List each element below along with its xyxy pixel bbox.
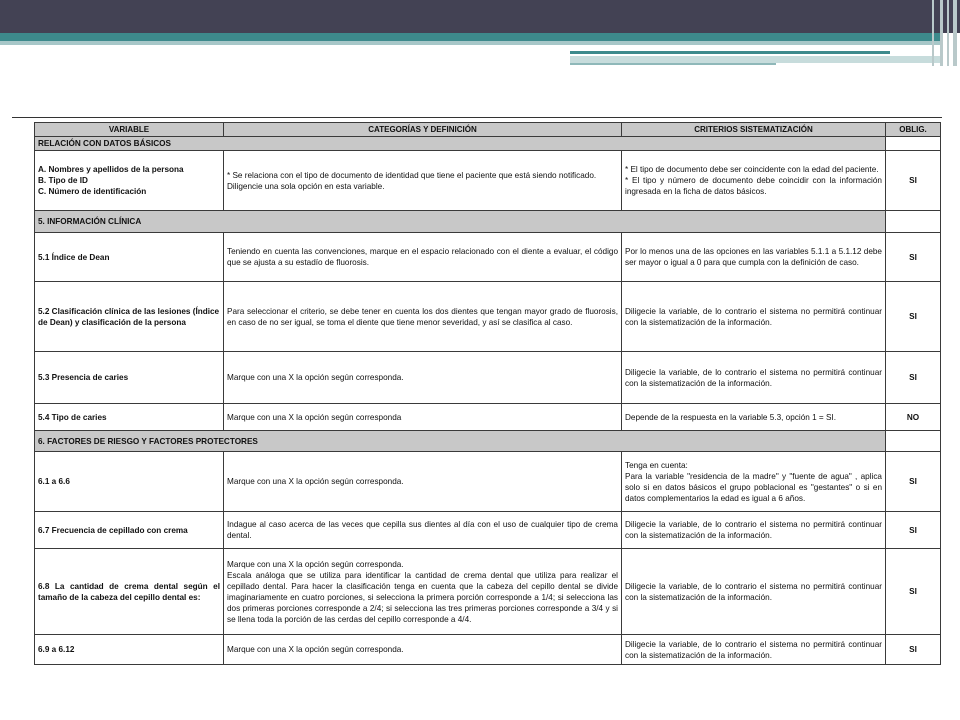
criteria-line: Tenga en cuenta: [625, 460, 688, 470]
category-cell: Para seleccionar el criterio, se debe tener en cuenta los dos dientes que tengan mayor grado de fluorosis, en caso de no ser igual, se toma el diente que tiene menor severidad, y así se clasifica al caso. [224, 282, 622, 352]
decorative-line [570, 56, 940, 63]
variable-cell: 6.7 Frecuencia de cepillado con crema [35, 512, 224, 549]
table-row [35, 404, 941, 431]
header-variable: VARIABLE [35, 123, 224, 137]
category-cell: Marque con una X la opción según corresponda [224, 404, 622, 431]
decorative-vertical-line [953, 0, 957, 66]
oblig-cell: SI [886, 512, 941, 549]
table-top-rule [12, 117, 942, 118]
variable-cell: 5.1 Índice de Dean [35, 233, 224, 282]
decorative-vertical-line [940, 0, 943, 66]
variable-cell: 6.1 a 6.6 [35, 452, 224, 512]
table-row [35, 352, 941, 404]
category-line: * Se relaciona con el tipo de documento de identidad que tiene el paciente que está siendo notificado. [227, 170, 597, 180]
section-title: 5. INFORMACIÓN CLÍNICA [35, 211, 886, 233]
table-row [35, 549, 941, 635]
table-row [35, 151, 941, 211]
oblig-cell: SI [886, 549, 941, 635]
header-oblig: OBLIG. [886, 123, 941, 137]
criteria-cell: Diligecie la variable, de lo contrario el sistema no permitirá continuar con la sistematización de la información. [622, 282, 886, 352]
decorative-vertical-line [932, 0, 934, 66]
oblig-cell: NO [886, 404, 941, 431]
oblig-cell: SI [886, 151, 941, 211]
variable-cell: 5.4 Tipo de caries [35, 404, 224, 431]
category-line: Marque con una X la opción según corresponda. [227, 559, 404, 569]
section-title: RELACIÓN CON DATOS BÁSICOS [35, 137, 886, 151]
criteria-cell [622, 452, 886, 512]
section-row [35, 211, 941, 233]
category-cell: Indague al caso acerca de las veces que cepilla sus dientes al día con el uso de cualquier tipo de crema dental. [224, 512, 622, 549]
category-cell: Marque con una X la opción según corresponda. [224, 635, 622, 665]
section-oblig-cell [886, 137, 941, 151]
section-row [35, 137, 941, 151]
criteria-line: Para la variable "residencia de la madre" y "fuente de agua" , aplica solo si en datos básicos el grupo poblacional es "gestantes" o si en datos complementarios la edad es igual a 6 años. [625, 471, 882, 503]
decorative-line [570, 51, 890, 54]
variable-line: C. Número de identificación [38, 187, 147, 196]
category-cell: Marque con una X la opción según corresponda. [224, 352, 622, 404]
criteria-cell: Depende de la respuesta en la variable 5.3, opción 1 = SI. [622, 404, 886, 431]
header-criterios: CRITERIOS SISTEMATIZACIÓN [622, 123, 886, 137]
section-oblig-cell [886, 211, 941, 233]
category-cell: Marque con una X la opción según corresponda. [224, 452, 622, 512]
criteria-line: * El tipo y número de documento debe coincidir con la información ingresada en la ficha de datos básicos. [625, 176, 882, 196]
decorative-line [570, 63, 776, 65]
oblig-cell: SI [886, 352, 941, 404]
criteria-cell: Diligecie la variable, de lo contrario el sistema no permitirá continuar con la sistematización de la información. [622, 352, 886, 404]
table-row [35, 452, 941, 512]
table-row [35, 282, 941, 352]
variable-cell: 6.9 a 6.12 [35, 635, 224, 665]
top-title-bar [0, 0, 960, 33]
variables-table [34, 122, 941, 665]
oblig-cell: SI [886, 233, 941, 282]
category-cell [224, 151, 622, 211]
variable-cell: 6.8 La cantidad de crema dental según el tamaño de la cabeza del cepillo dental es: [35, 549, 224, 635]
decorative-band-light [0, 41, 940, 45]
variable-cell: 5.2 Clasificación clínica de las lesiones (Índice de Dean) y clasificación de la persona [35, 282, 224, 352]
table-row [35, 512, 941, 549]
category-cell [224, 549, 622, 635]
criteria-line: * El tipo de documento debe ser coincidente con la edad del paciente. [625, 165, 879, 174]
category-line: Diligencie una sola opción en esta variable. [227, 181, 385, 191]
section-oblig-cell [886, 431, 941, 452]
decorative-vertical-line [947, 0, 949, 66]
section-row [35, 431, 941, 452]
variable-cell: 5.3 Presencia de caries [35, 352, 224, 404]
table-row [35, 635, 941, 665]
table-row [35, 233, 941, 282]
header-categorias: CATEGORÍAS Y DEFINICIÓN [224, 123, 622, 137]
criteria-cell: Diligecie la variable, de lo contrario el sistema no permitirá continuar con la sistematización de la información. [622, 549, 886, 635]
criteria-cell: Diligecie la variable, de lo contrario el sistema no permitirá continuar con la sistematización de la información. [622, 512, 886, 549]
category-cell: Teniendo en cuenta las convenciones, marque en el espacio relacionado con el diente a evaluar, el código que se ajusta a su estadío de fluorosis. [224, 233, 622, 282]
category-line: Escala análoga que se utiliza para identificar la cantidad de crema dental que utiliza para realizar el cepillado dental. Para hacer la clasificación tenga en cuenta que la cabeza del cepillo dental se divide imaginariamente en cuatro porciones, si selecciona la primera porción corresponde a 1/4; si selecciona las dos primeras porciones corresponde a 2/4; si selecciona las tres primeras porciones corresponde a 3/4 y si se llena toda la porción de las cerdas del cepillo corresponde a 4/4. [227, 570, 618, 624]
criteria-cell: Por lo menos una de las opciones en las variables 5.1.1 a 5.1.12 debe ser mayor o igual a 0 para que cumpla con la definición de caso. [622, 233, 886, 282]
section-title: 6. FACTORES DE RIESGO Y FACTORES PROTECTORES [35, 431, 886, 452]
criteria-cell: Diligecie la variable, de lo contrario el sistema no permitirá continuar con la sistematización de la información. [622, 635, 886, 665]
oblig-cell: SI [886, 452, 941, 512]
table-header-row [35, 123, 941, 137]
oblig-cell: SI [886, 282, 941, 352]
oblig-cell: SI [886, 635, 941, 665]
criteria-cell [622, 151, 886, 211]
variable-line: A. Nombres y apellidos de la persona [38, 165, 184, 174]
variable-line: B. Tipo de ID [38, 176, 88, 185]
variable-cell [35, 151, 224, 211]
decorative-band [0, 33, 940, 41]
